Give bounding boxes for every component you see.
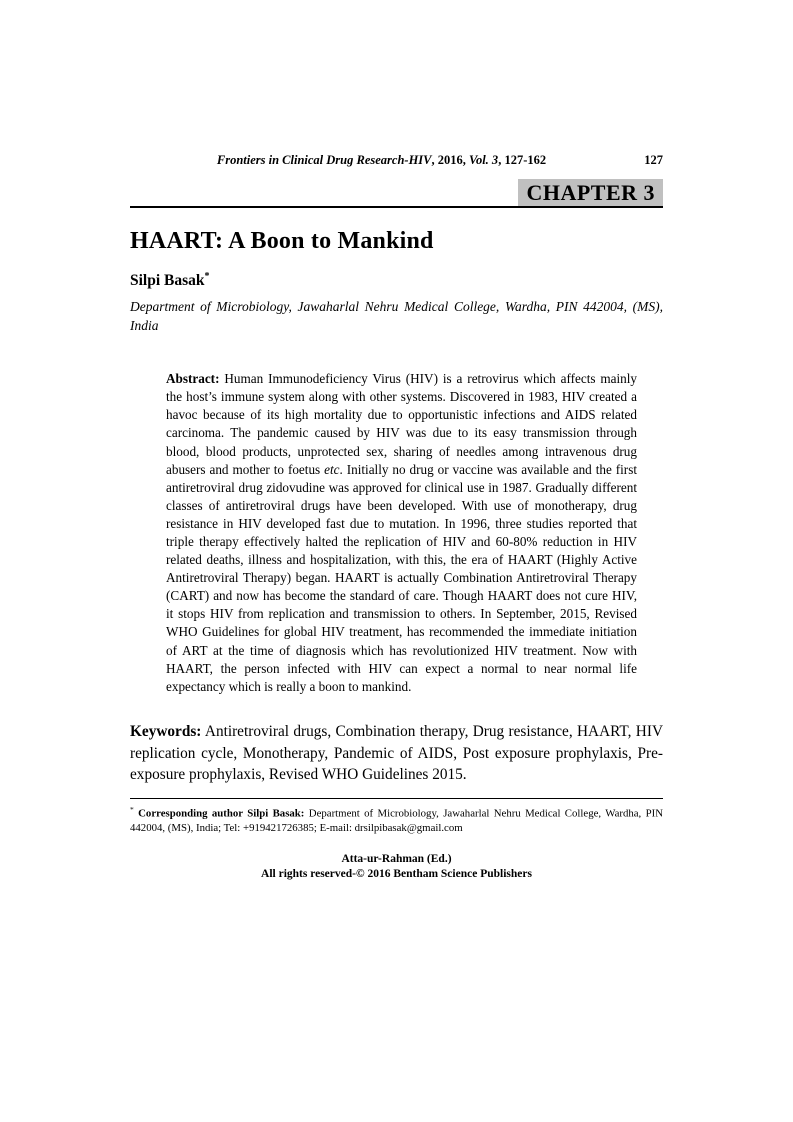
page-content: [130, 0, 663, 883]
page-number: 127: [644, 153, 663, 167]
abstract-block: [166, 370, 637, 696]
imprint-block: [130, 852, 663, 883]
keywords-block: [130, 721, 663, 786]
abstract-label: Abstract:: [166, 371, 220, 387]
journal-volume: Vol. 3: [469, 153, 499, 167]
running-head: [130, 153, 663, 168]
author-line: [130, 268, 663, 290]
keywords-text: Antiretroviral drugs, Combination therapy, Drug resistance, HAART, HIV replication cycle, Monotherapy, Pandemic of AIDS, Post exposure prophylaxis, Pre-exposure prophylaxis, Revised WHO Guidelines 2015.: [130, 722, 663, 784]
journal-year: , 2016,: [431, 153, 469, 167]
footnote-text: Department of Microbiology, Jawaharlal Nehru Medical College, Wardha, PIN 442004, (MS), India; Tel: +919421726385; E-mail: drsilpibasak@gmail.com: [130, 807, 664, 835]
abstract-text-1: Human Immunodeficiency Virus (HIV) is a retrovirus which affects mainly the host’s immune system along with other systems. Discovered in 1983, HIV created a havoc because of its high mortality due to opportunistic infections and AIDS related carcinoma. The pandemic caused by HIV was due to its easy transmission through blood, blood products, unprotected sex, sharing of needles among intravenous drug abusers and mother to foetus: [166, 371, 638, 477]
editor-line: Atta-ur-Rahman (Ed.): [341, 852, 452, 865]
abstract-text-2: . Initially no drug or vaccine was available and the first antiretroviral drug zidovudine was approved for clinical use in 1987. Gradually different classes of antiretroviral drugs have been developed. With use of monotherapy, drug resistance in HIV developed fast due to mutation. In 1996, three studies reported that triple therapy effectively halted the replication of HIV and 60-80% reduction in HIV related deaths, illness and hospitalization, with this, the era of HAART (Highly Active Antiretroviral Therapy) began. HAART is actually Combination Antiretroviral Therapy (CART) and now has become the standard of care. Though HAART does not cure HIV, it stops HIV from replication and transmission to others. In September, 2015, Revised WHO Guidelines for global HIV treatment, has recommended the immediate initiation of ART at the time of diagnosis which has revolutionized HIV treatment. Now with HAART, the person infected with HIV can expect a normal to near normal life expectancy which is really a boon to mankind.: [166, 461, 637, 694]
abstract-etc-italic: etc: [324, 461, 340, 477]
corresponding-author-footnote: [130, 803, 663, 836]
chapter-title: HAART: A Boon to Mankind: [130, 228, 434, 254]
chapter-rule: [130, 179, 663, 208]
author-asterisk: *: [204, 271, 210, 282]
footnote-rule: [130, 798, 663, 799]
author-name: Silpi Basak: [130, 272, 205, 290]
footnote-label: Corresponding author Silpi Basak:: [138, 807, 305, 820]
chapter-badge: CHAPTER 3: [518, 179, 663, 206]
keywords-label: Keywords:: [130, 722, 202, 740]
journal-name: Frontiers in Clinical Drug Research-HIV: [216, 153, 432, 167]
author-affiliation: Department of Microbiology, Jawaharlal Nehru Medical College, Wardha, PIN 442004, (MS), India: [130, 299, 663, 334]
footnote-asterisk: *: [130, 804, 134, 814]
rights-line: All rights reserved-© 2016 Bentham Science Publishers: [261, 868, 532, 881]
journal-pages: , 127-162: [498, 153, 547, 167]
